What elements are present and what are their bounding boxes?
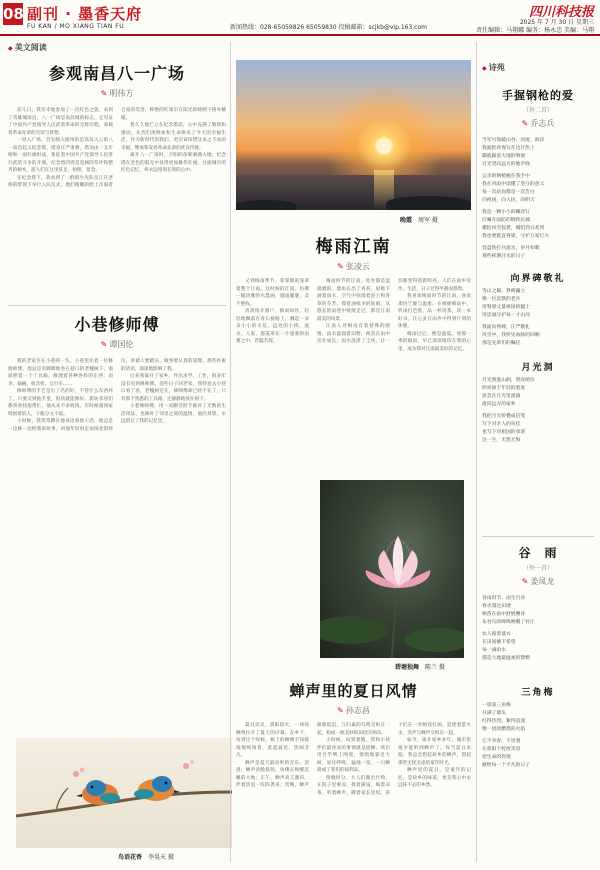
poem-line: 开满了墙头 xyxy=(482,711,506,716)
caption-title: 晚霞 xyxy=(400,217,413,224)
section-label: ◆ 美文阅读 xyxy=(8,42,226,53)
poem-line: 我就把青春写在这片热土 xyxy=(482,146,535,151)
photo-caption xyxy=(395,662,445,671)
pen-icon: ✎ xyxy=(521,577,529,586)
essay-body xyxy=(8,107,226,309)
poem-byline xyxy=(482,576,594,587)
poem-line: 也写下对祖国的承诺 xyxy=(482,430,526,435)
poem-line: 思念在月光里流淌 xyxy=(482,394,521,399)
poem-line: 每一次站岗都是一次告白 xyxy=(482,190,535,195)
newspaper-brand: 四川科技报 xyxy=(528,5,594,20)
poem-line: 这一生，无怨无悔 xyxy=(482,438,521,443)
poem-body xyxy=(482,595,594,679)
paragraph: 梅雨过后，便是盛夏。而那一季的烟雨，早已深深地印在我的心里，成为我对江南最美好的记忆。 xyxy=(398,331,471,352)
poem-line: 我面向界碑，庄严敬礼 xyxy=(482,325,530,330)
caption-title: 碧塘独舞 xyxy=(395,664,420,671)
poem-line: 向祖国，向人民，向明天 xyxy=(482,198,535,203)
paragraph: 我喜欢梅雨时节的江南，喜欢那份宁静与温柔。在绵绵细雨中，听雨打芭蕉，品一杯清茶，读一本好书，让心灵在雨声中得到片刻的休憩。 xyxy=(398,294,471,329)
page-title-pinyin: FU KAN / MO XIANG TIAN FU xyxy=(27,23,125,30)
poem-byline xyxy=(482,118,594,129)
poem-line: 每一滴雨水 xyxy=(482,648,506,653)
poem-line: 我把月光折叠成信笺 xyxy=(482,414,526,419)
poem-line: 都是大地最温柔的馈赠 xyxy=(482,656,530,661)
paragraph: 在纪念塔下，我看到了一群群少先队员正在老师的带领下举行入队仪式，他们稚嫩的脸上洋溢着自豪的笑容，鲜艳的红领巾在阳光的映照下格外耀眼。 xyxy=(8,108,226,188)
poem-line: 用脊梁丈量祖国的疆土 xyxy=(482,305,530,310)
poem-line: 那些挥洒汗水的日子 xyxy=(482,254,526,259)
paragraph: 又到梅雨季节，霏霏细雨笼罩着整个江南。这时候的江南，仿佛一幅淡雅的水墨画，烟雨朦胧，美不胜收。 xyxy=(236,279,309,307)
essay-author: 张凌云 xyxy=(345,262,370,271)
photo-sunset xyxy=(236,60,471,210)
photo-birds xyxy=(16,738,232,848)
poetry-column xyxy=(482,62,594,451)
rock xyxy=(236,200,296,210)
poem-line: 秧苗在雨中舒展腰身 xyxy=(482,612,526,617)
rock xyxy=(386,196,471,210)
essay-byline xyxy=(236,261,471,272)
poem-line: 风雪中，我听见血脉的回响 xyxy=(482,333,540,338)
poem-line: 父亲的钢枪握在我手中 xyxy=(482,174,530,179)
paragraph: 后来我离开了家乡，外出求学、工作，很多年没有见到修师傅。前些日子回老家，我特意去小巷口看了看，老槐树还在，修师傅却已经不在了，只有那个熟悉的工具箱，还静静地放在树下。 xyxy=(121,374,226,402)
paragraph: 一进入广场，首先映入眼帘的是高耸入云的八一南昌起义纪念塔，塔身庄严肃穆，塔顶由一支步枪和一面红旗组成，象征着中国共产党领导人民进行武装斗争的开端。纪念塔四周是宽阔的草坪和整齐的树木，游人们在这里驻足、拍照、留念。 xyxy=(8,138,113,173)
news-hotline: 新闻热线：028-65059826 65059830 投稿邮箱：scjkb@vip.163.com xyxy=(230,24,427,31)
essay-nanchang xyxy=(8,42,226,309)
poem-line: 当军号划破山谷，河流、海洋 xyxy=(482,138,545,143)
lotus-illustration xyxy=(320,480,464,658)
poem-guyu xyxy=(482,544,594,782)
essay-body xyxy=(236,278,471,488)
poem-line: 一簇簇三角梅 xyxy=(482,703,511,708)
poem-title: 谷 雨 xyxy=(518,546,558,560)
page-header xyxy=(0,0,600,36)
essay-byline xyxy=(236,705,471,716)
poem-subtitle: （外二首） xyxy=(522,107,553,114)
poem-body xyxy=(482,137,594,265)
photo-lotus xyxy=(320,480,464,658)
paragraph: 蝉声是夏天最动听的音乐。清晨，蝉声清脆悠扬，仿佛在唤醒沉睡的大地；正午，蝉声高亢激昂，伴着热浪一阵阵袭来；傍晚，蝉声渐渐低沉，与归巢的鸟鸣交织在一起，构成一曲美妙的田园交响乐。 xyxy=(236,723,390,788)
caption-author: 李昊天 摄 xyxy=(148,854,174,861)
poem-line: 流向远方的家乡 xyxy=(482,402,516,407)
paragraph: 清晨推开窗户，细雨如丝，轻轻地飘落在青石板路上，溅起一朵朵小小的水花。远处的小桥、流水、人家，都笼罩在一片迷蒙的雨雾之中，若隐若现。 xyxy=(236,309,309,344)
essay-title: 小巷修师傅 xyxy=(74,315,160,334)
paragraph: 我久久地伫立在纪念塔前，心中充满了敬仰和感动。先烈们用鲜血和生命换来了今天的幸福生活，作为新时代的我们，更应该珍惜这来之不易的幸福，继承和发扬革命先辈的优良传统。 xyxy=(121,123,226,151)
caption-author: 周军 摄 xyxy=(418,217,438,224)
page-number: 08 xyxy=(3,5,24,23)
poem-line: 脚底踩着大地的脊梁 xyxy=(482,154,526,159)
photo-caption xyxy=(118,852,174,861)
paragraph: 小时候，我常常蹲在他身边看他干活，他总是一边修一边给我讲故事，讲他年轻时走南闯北的经历，讲做人要踏实、做事要认真的道理。那些朴素的话语，深深地影响了我。 xyxy=(8,359,226,432)
poem-line: 写下对亲人的牵挂 xyxy=(482,422,521,427)
paragraph: 如今，离开家乡多年，城市里很少能听到蝉声了。每当夏日来临，我总会想起故乡的蝉声，想起那些无忧无虑的童年时光。 xyxy=(398,738,471,766)
paragraph: 修师傅的手艺是出了名的好，不管什么东西坏了，只要交到他手里，很快就能修好。街坊邻居们都喜欢找他帮忙，他从来不多收钱，有时候遇到家境困难的人，干脆分文不取。 xyxy=(8,389,113,417)
essay-title: 参观南昌八一广场 xyxy=(48,64,185,83)
column-divider xyxy=(476,42,477,862)
paragraph: 傍晚时分，大人们搬出竹椅，在院子里乘凉。摇着蒲扇，喝着凉茶，听着蝉声，聊着家长里短。孩子们在一旁嬉戏打闹，追逐着萤火虫，笑声与蝉声交织在一起。 xyxy=(317,723,471,796)
poem-line: 营盘铁打兵流水，岁月如歌 xyxy=(482,246,540,251)
poem-line: 像一位沉默的老兵 xyxy=(482,297,521,302)
pen-icon: ✎ xyxy=(521,119,529,128)
paragraph: 小巷修师傅，用一双勤劳的手修补了无数的生活用品，也修补了邻里之间的温情。他的身影，永远留在了我的记忆里。 xyxy=(121,404,226,424)
pen-icon: ✎ xyxy=(337,706,344,715)
paragraph: 前几日，我荣幸地参加了一次红色之旅，来到了英雄城南昌。八一广场是南昌城的标志，它见证了中国共产党领导人民武装革命的光辉历程，承载着革命先辈的光荣与梦想。 xyxy=(8,108,113,136)
essay-title-row xyxy=(236,232,471,257)
poem3-body xyxy=(482,377,594,451)
essay-cicada xyxy=(236,680,471,870)
essay-repair xyxy=(8,312,226,748)
poem3-title: 月光洞 xyxy=(521,363,555,373)
poem-line: 农人披着蓑衣 xyxy=(482,632,511,637)
poem-line: 像一团团燃烧的火焰 xyxy=(482,727,526,732)
birds-illustration xyxy=(16,738,232,848)
poem-line: 它不争春，不畏暑 xyxy=(482,739,521,744)
poem-line: 谷雨时节，雨生百谷 xyxy=(482,596,526,601)
paragraph: 小时候，每到暑假，我和小伙伴们最喜欢的事情就是捉蝉。我们用竹竿绑上网兜，悄悄地靠近大树，屏住呼吸，猛地一扣，一只蝉就成了我们的战利品。 xyxy=(317,738,390,773)
section-label: ◆ 诗苑 xyxy=(482,62,594,73)
editor-credits: 责任编辑：马翔娜 编务：杨永忠 美编：马翔 xyxy=(476,27,594,34)
essay-body xyxy=(8,358,226,748)
page-title: 副刊 · 墨香天府 xyxy=(27,5,143,23)
poem-line: 我在风雨中读懂了坚守的意义 xyxy=(482,182,545,187)
poem2-body xyxy=(482,288,594,354)
poem-line: 我是一颗小小的螺丝钉 xyxy=(482,210,530,215)
essay-byline xyxy=(8,88,226,99)
poem2-title: 向界碑敬礼 xyxy=(510,274,566,284)
caption-title: 鸟语花香 xyxy=(118,854,143,861)
poem-line: 在骄阳下绽放笑容 xyxy=(482,747,521,752)
essay-title: 梅雨江南 xyxy=(315,237,392,257)
poem2-body xyxy=(482,702,594,782)
poem-line: 雪山之巅，界碑矗立 xyxy=(482,289,526,294)
poem-subtitle: （外一首） xyxy=(522,565,553,572)
divider xyxy=(8,305,226,306)
poem-line: 用忠诚守护每一寸山河 xyxy=(482,313,530,318)
essay-title: 蝉声里的夏日风情 xyxy=(289,682,418,700)
essay-author: 孙志昌 xyxy=(345,706,370,715)
pen-icon: ✎ xyxy=(100,89,108,98)
poem-line: 我也要挺直脊梁，守护万家灯火 xyxy=(482,234,550,239)
divider xyxy=(482,536,594,537)
poem-line: 照亮战士年轻的脸庞 xyxy=(482,386,526,391)
paragraph: 夏日炎炎，骄阳似火，一场场蝉鸣拉开了夏天的序幕。在乡下，每到这个时候，树上的蝉便不知疲倦地鸣叫着，此起彼伏，热闹非凡。 xyxy=(236,723,309,758)
essay-rain xyxy=(236,232,471,488)
poem-line: 布谷鸟的啼鸣唤醒了村庄 xyxy=(482,620,535,625)
poem-line: 那是先辈们的嘱托 xyxy=(482,341,521,346)
essay-body xyxy=(236,722,471,870)
essay-author: 明伟方 xyxy=(109,89,134,98)
caption-author: 陈兰 摄 xyxy=(425,664,445,671)
poem-line: 目光望向远方的地平线 xyxy=(482,162,530,167)
poem-author: 姜凤龙 xyxy=(530,577,555,586)
poem-title: 手握钢枪的爱 xyxy=(502,89,574,102)
poem-line: 哪怕风雪侵袭，哪怕烈日炙烤 xyxy=(482,226,545,231)
issue-date: 2025 年 7 月 30 日 星期三 xyxy=(519,19,594,26)
photo-caption xyxy=(400,215,438,224)
paragraph: 离开八一广场时，夕阳的余晖洒满大地，纪念塔在金色的阳光中显得更加雄伟壮丽，这座城市的红色记忆，将永远铭刻在我的心中。 xyxy=(121,153,226,173)
poem-line: 春水漫过田埂 xyxy=(482,604,511,609)
poem2-title: 三角梅 xyxy=(521,688,555,698)
pen-icon: ✎ xyxy=(337,262,344,271)
poem-line: 红得热烈，紫得浪漫 xyxy=(482,719,526,724)
essay-author: 谭国伦 xyxy=(109,340,134,349)
paragraph: 蝉声里的夏日，是童年的记忆，是故乡的味道，更是我心中永远抹不去的乡愁。 xyxy=(398,768,471,788)
pen-icon: ✎ xyxy=(100,340,108,349)
paragraph: 我的老家住在小巷的一头，小巷里住着一位修理师傅，他总是笑眯眯地坐在巷口的老槐树下，面前摆着一个工具箱，修理着各种各样的东西：雨伞、锅碗、收音机、自行车…… xyxy=(8,359,113,387)
poem-line: 月光照进山洞，照亮哨位 xyxy=(482,378,535,383)
poem-line: 把生命的热情 xyxy=(482,755,511,760)
poem-line: 拧紧在国防的钢铁长城 xyxy=(482,218,530,223)
paragraph: 梅雨时节的江南，处处都是湿漉漉的。墙角长出了青苔，屋檐下滴着雨水，空气中弥漫着泥土和青草的芬芳。撑着油纸伞的姑娘，从悠长的雨巷中缓缓走过，那是江南最美的风景。 xyxy=(317,279,390,322)
poem-author: 乔志兵 xyxy=(530,119,555,128)
poem-line: 献给每一个平凡的日子 xyxy=(482,763,530,768)
poem-line: 在田间播下希望 xyxy=(482,640,516,645)
essay-byline xyxy=(8,339,226,350)
column-divider xyxy=(230,42,231,862)
paragraph: 江南人对梅雨有着特殊的感情。雨水滋润着田野，秧苗在雨中茁壮成长；雨水洗净了尘埃，让一切都变得清新明亮。人们在雨中劳作、生活，日子过得平静而悠然。 xyxy=(317,279,471,344)
